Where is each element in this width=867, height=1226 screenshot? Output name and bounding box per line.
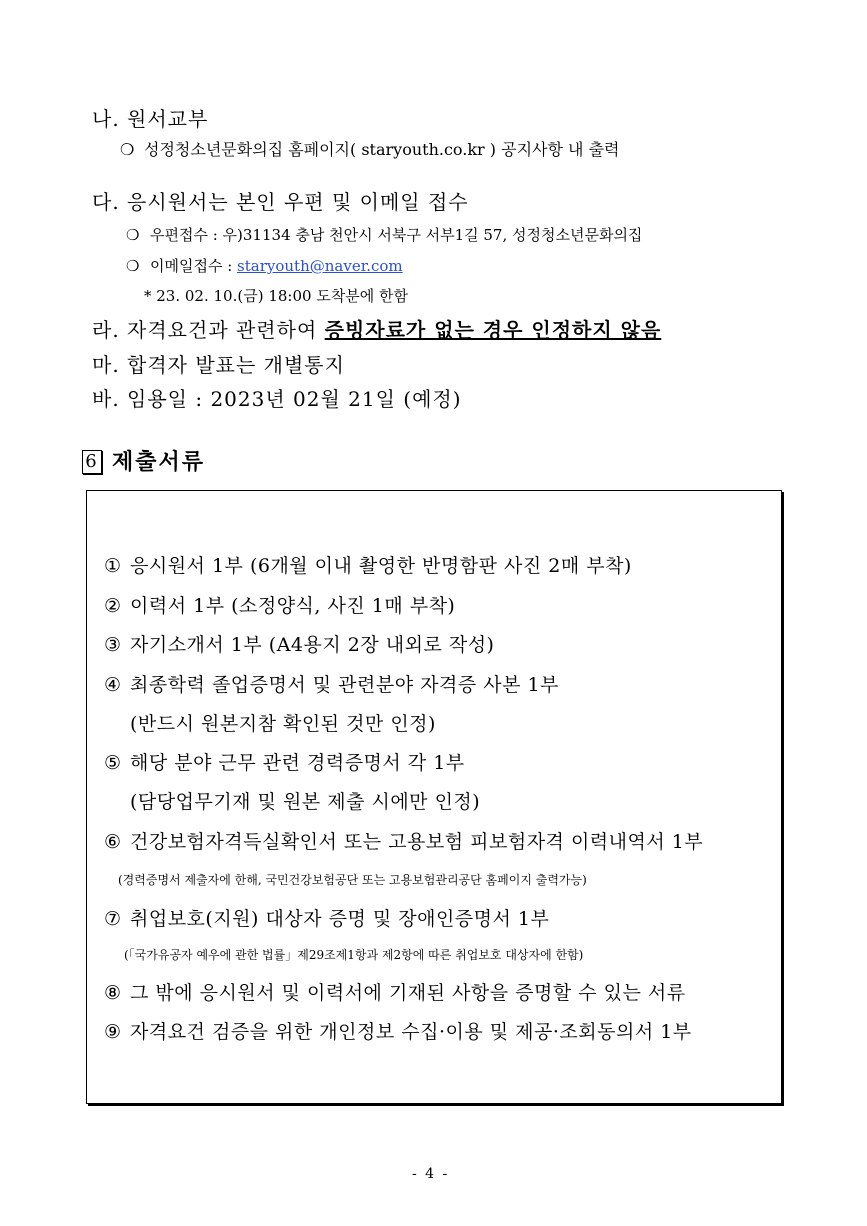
section6-title: 제출서류 bbox=[112, 449, 206, 475]
email-label: 이메일접수 : bbox=[150, 257, 238, 275]
section-ra bbox=[92, 314, 661, 343]
document-item-5-note: (담당업무기재 및 원본 제출 시에만 인정) bbox=[130, 791, 481, 813]
document-item-3: ③ 자기소개서 1부 (A4용지 2장 내외로 작성) bbox=[104, 634, 495, 656]
document-item-4: ④ 최종학력 졸업증명서 및 관련분야 자격증 사본 1부 bbox=[104, 674, 559, 696]
document-item-6: ⑥ 건강보험자격득실확인서 또는 고용보험 피보험자격 이력내역서 1부 bbox=[104, 831, 704, 853]
section-number-box: 6 bbox=[82, 450, 102, 474]
document-item-9: ⑨ 자격요건 검증을 위한 개인정보 수집·이용 및 제공·조회동의서 1부 bbox=[104, 1021, 692, 1043]
section-ra-emphasis: 증빙자료가 없는 경우 인정하지 않음 bbox=[324, 318, 662, 342]
document-item-7: ⑦ 취업보호(지원) 대상자 증명 및 장애인증명서 1부 bbox=[104, 908, 550, 930]
document-item-2: ② 이력서 1부 (소정양식, 사진 1매 부착) bbox=[104, 595, 456, 617]
section-da-mail bbox=[126, 224, 642, 245]
section-ba: 바. 임용일 : 2023년 02월 21일 (예정) bbox=[92, 387, 462, 411]
page-number: - 4 - bbox=[412, 1166, 450, 1182]
section-na-item bbox=[120, 137, 620, 160]
circle-bullet-icon: ❍ bbox=[126, 257, 140, 275]
mail-address-text: 우편접수 : 우)31134 충남 천안시 서북구 서부1길 57, 성정청소년문화의집 bbox=[150, 226, 643, 244]
circle-bullet-icon: ❍ bbox=[120, 140, 135, 159]
document-item-1: ① 응시원서 1부 (6개월 이내 촬영한 반명함판 사진 2매 부착) bbox=[104, 555, 632, 577]
section-da-email bbox=[126, 255, 403, 276]
section-da-heading: 다. 응시원서는 본인 우편 및 이메일 접수 bbox=[92, 190, 469, 214]
document-item-6-note: (경력증명서 제출자에 한해, 국민건강보험공단 또는 고용보험관리공단 홈페이지 출력가능) bbox=[118, 873, 587, 887]
deadline-note: * 23. 02. 10.(금) 18:00 도착분에 한함 bbox=[144, 287, 409, 305]
section-na-heading: 나. 원서교부 bbox=[92, 107, 209, 131]
document-item-7-note: (「국가유공자 예우에 관한 법률」제29조제1항과 제2항에 따른 취업보호 대상자에 한함) bbox=[124, 948, 584, 962]
section-ra-prefix: 라. 자격요건과 관련하여 bbox=[92, 318, 325, 342]
section-ma: 마. 합격자 발표는 개별통지 bbox=[92, 353, 345, 377]
document-item-8: ⑧ 그 밖에 응시원서 및 이력서에 기재된 사항을 증명할 수 있는 서류 bbox=[104, 982, 686, 1004]
section-na-text: 성정청소년문화의집 홈페이지( staryouth.co.kr ) 공지사항 내 출력 bbox=[144, 140, 620, 159]
section6-header bbox=[82, 445, 205, 476]
circle-bullet-icon: ❍ bbox=[126, 226, 140, 244]
document-item-5: ⑤ 해당 분야 근무 관련 경력증명서 각 1부 bbox=[104, 752, 465, 774]
email-link[interactable]: staryouth@naver.com bbox=[237, 257, 403, 275]
document-item-4-note: (반드시 원본지참 확인된 것만 인정) bbox=[130, 713, 436, 735]
